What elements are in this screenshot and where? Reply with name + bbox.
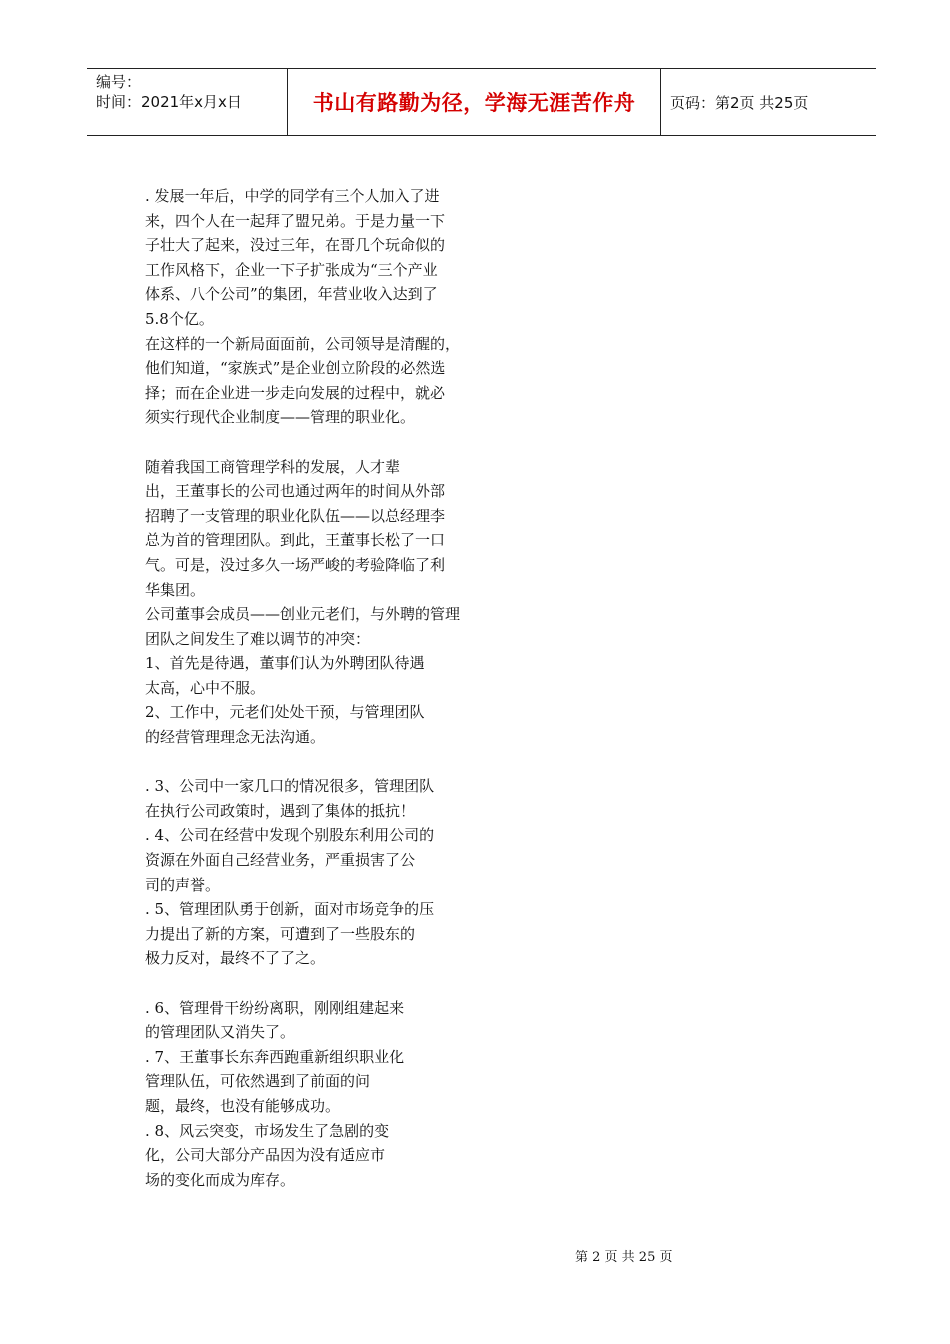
page-header — [87, 68, 876, 136]
body-line: 的管理团队又消失了。 — [145, 1023, 296, 1042]
body-line: 工作风格下，企业一下子扩张成为“三个产业 — [145, 260, 438, 279]
body-line: 总为首的管理团队。到此，王董事长松了一口 — [145, 531, 446, 550]
body-line: . 发展一年后，中学的同学有三个人加入了进 — [145, 187, 440, 205]
serial-label: 编号： — [96, 73, 142, 91]
body-line: 他们知道，“家族式”是企业创立阶段的必然选 — [145, 359, 446, 378]
body-line: 司的声誉。 — [145, 875, 221, 894]
body-line: 在执行公司政策时，遇到了集体的抵抗！ — [145, 801, 416, 820]
body-line: 体系、八个公司”的集团，年营业收入达到了 — [145, 285, 438, 304]
body-line: 力提出了新的方案，可遭到了一些股东的 — [145, 924, 416, 943]
body-line: . 3、公司中一家几口的情况很多，管理团队 — [145, 777, 435, 796]
header-page-info: 页码：第2页 共25页 — [670, 93, 809, 112]
body-line: 华集团。 — [145, 580, 206, 599]
body-line: 2、工作中，元老们处处干预，与管理团队 — [145, 703, 425, 722]
body-line: 太高，心中不服。 — [145, 678, 266, 697]
blank-line — [145, 971, 505, 996]
body-line: 1、首先是待遇，董事们认为外聘团队待遇 — [145, 654, 425, 673]
body-line: 5.8个亿。 — [145, 309, 214, 328]
body-line: 气。可是，没过多久一场严峻的考验降临了利 — [145, 555, 446, 574]
body-line: 子壮大了起来，没过三年，在哥几个玩命似的 — [145, 236, 446, 255]
header-motto: 书山有路勤为径，学海无涯苦作舟 — [312, 91, 636, 115]
page-footer: 第 2 页 共 25 页 — [575, 1250, 673, 1265]
body-line: . 5、管理团队勇于创新，面对市场竞争的压 — [145, 900, 435, 919]
blank-line — [145, 750, 505, 775]
body-line: 择；而在企业进一步走向发展的过程中，就必 — [145, 383, 446, 402]
body-line: . 4、公司在经营中发现个别股东利用公司的 — [145, 826, 435, 845]
body-line: 化，公司大部分产品因为没有适应市 — [145, 1146, 386, 1165]
blank-line — [145, 430, 505, 455]
body-line: 出，王董事长的公司也通过两年的时间从外部 — [145, 482, 446, 501]
body-line: 须实行现代企业制度——管理的职业化。 — [145, 408, 416, 427]
body-line: . 6、管理骨干纷纷离职，刚刚组建起来 — [145, 998, 405, 1017]
body-line: 来，四个人在一起拜了盟兄弟。于是力量一下 — [145, 211, 446, 230]
body-line: 题，最终，也没有能够成功。 — [145, 1096, 341, 1115]
body-line: 在这样的一个新局面面前，公司领导是清醒的， — [145, 334, 461, 353]
body-line: 极力反对，最终不了了之。 — [145, 949, 326, 968]
body-line: 招聘了一支管理的职业化队伍——以总经理李 — [145, 506, 446, 525]
body-line: 公司董事会成员——创业元老们，与外聘的管理 — [145, 605, 461, 624]
body-text — [145, 184, 505, 1192]
body-line: 随着我国工商管理学科的发展，人才辈 — [145, 457, 401, 476]
header-divider-right — [660, 69, 661, 135]
body-line: 的经营管理理念无法沟通。 — [145, 728, 326, 747]
body-line: 场的变化而成为库存。 — [145, 1170, 296, 1189]
time-label: 时间：2021年x月x日 — [96, 93, 242, 111]
body-line: . 8、风云突变，市场发生了急剧的变 — [145, 1121, 390, 1140]
body-line: 资源在外面自己经营业务，严重损害了公 — [145, 851, 416, 870]
header-meta — [96, 72, 242, 112]
body-line: 团队之间发生了难以调节的冲突： — [145, 629, 371, 648]
body-line: 管理队伍，可依然遇到了前面的问 — [145, 1072, 371, 1091]
body-line: . 7、王董事长东奔西跑重新组织职业化 — [145, 1047, 405, 1066]
